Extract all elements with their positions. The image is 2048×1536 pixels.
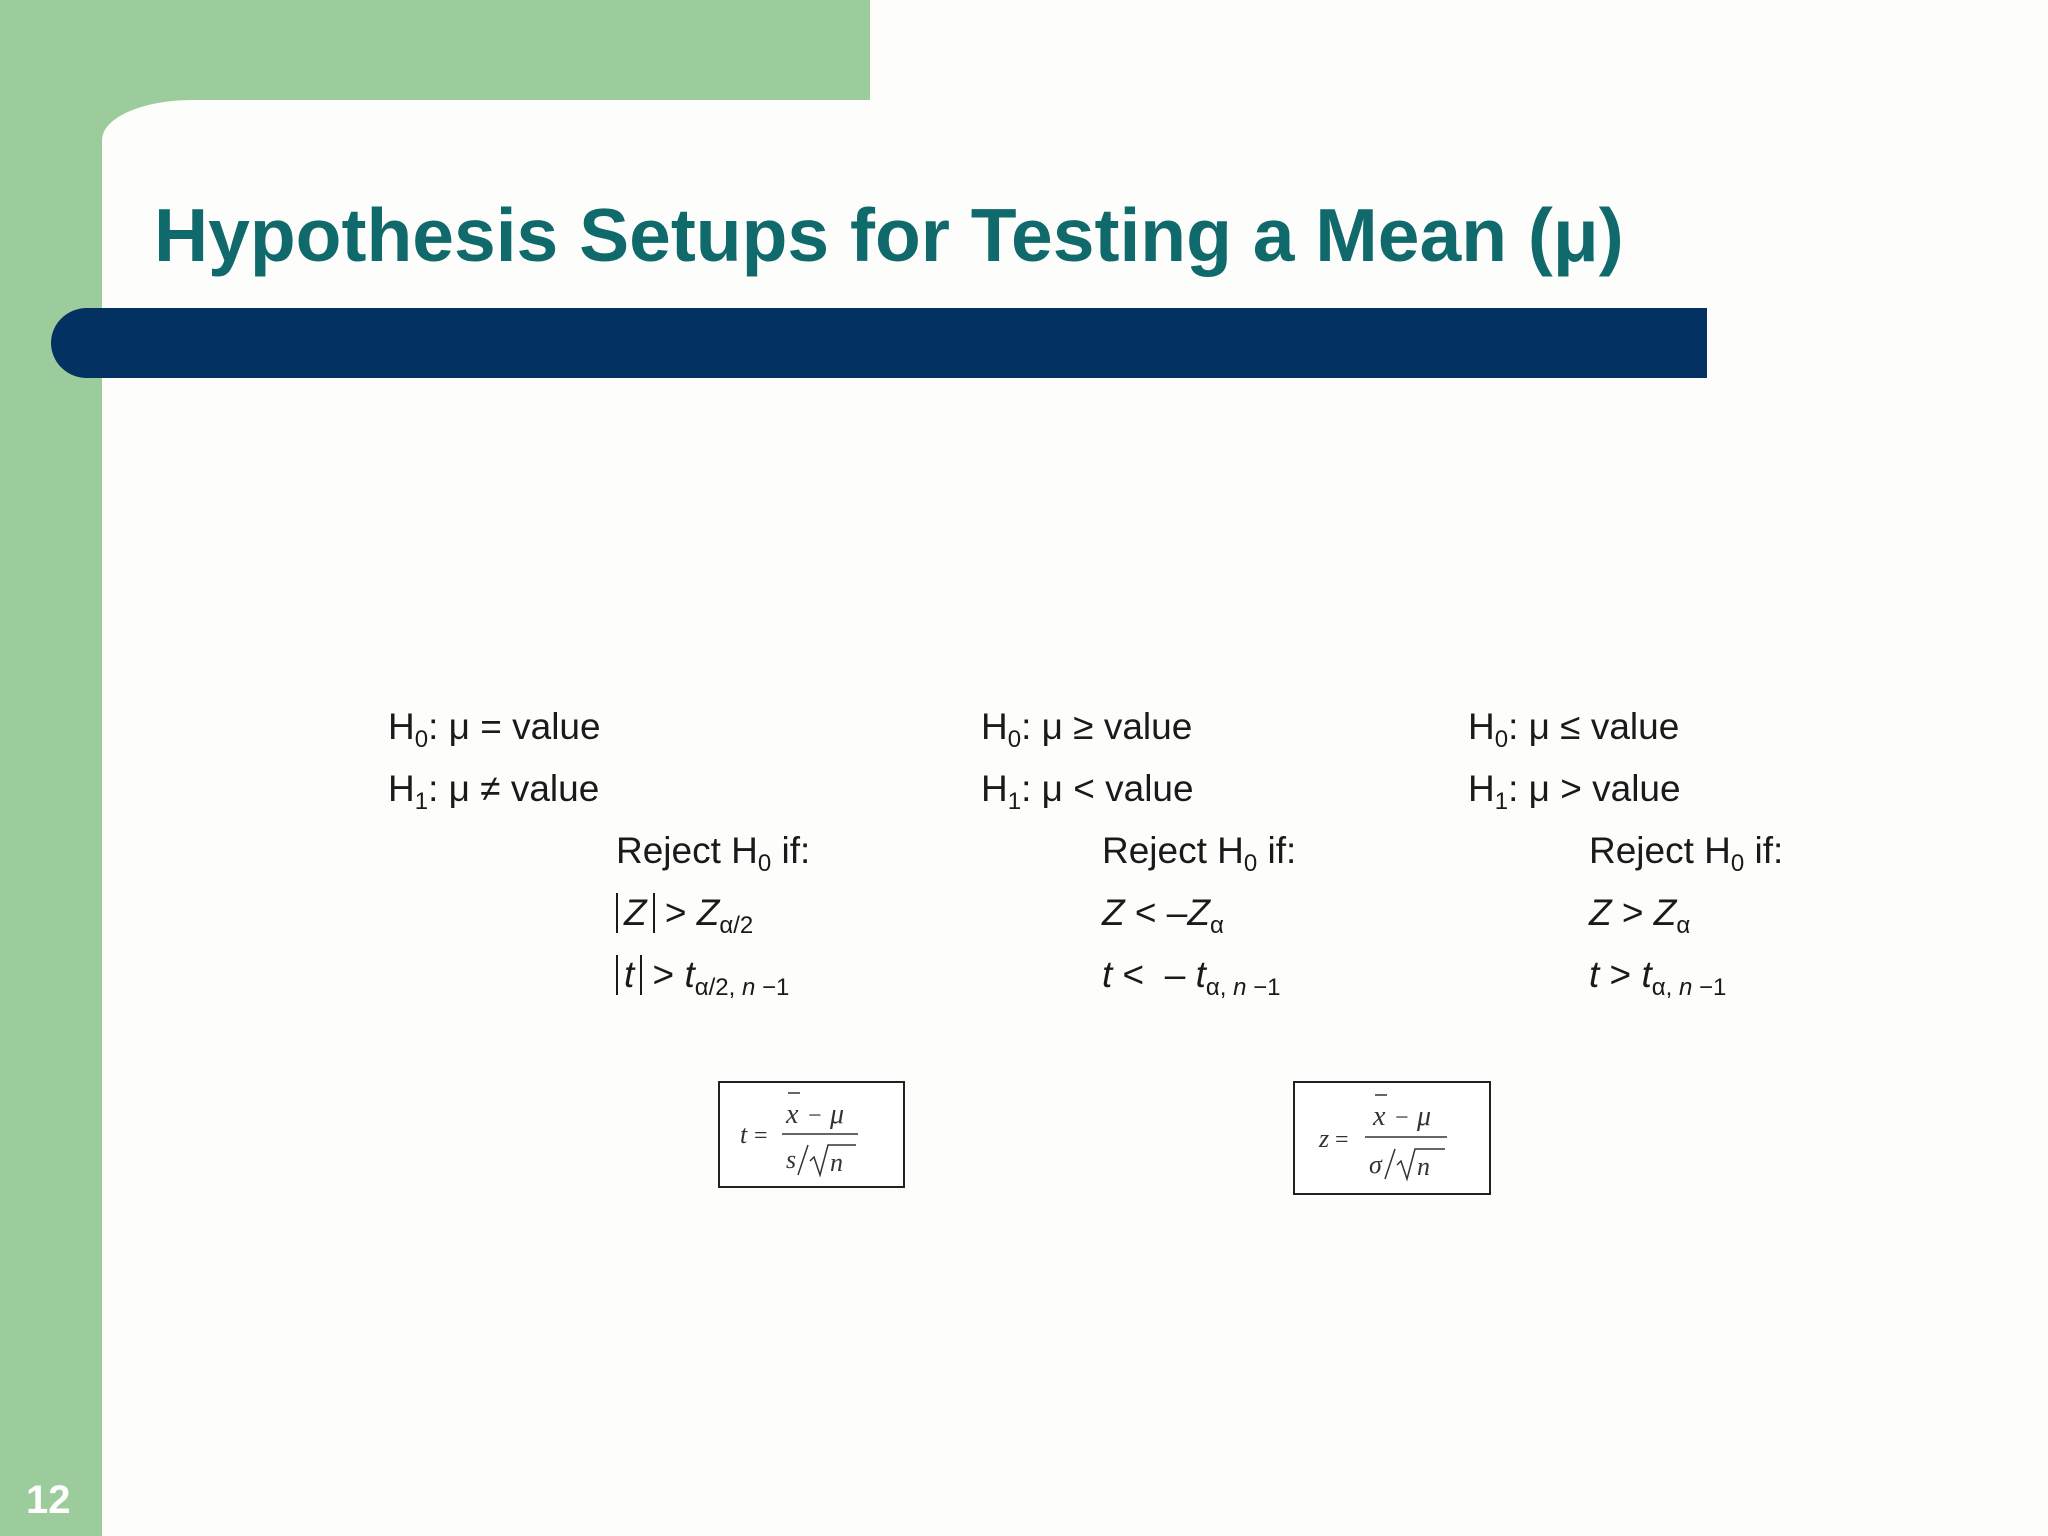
t-reject-rule: t < – $t_{\alpha, n -1}$ (1102, 954, 1281, 1001)
page-number: 12 (26, 1478, 71, 1522)
title-underline-bar (51, 308, 1707, 378)
top-decorative-band (0, 0, 870, 100)
svg-text:=: = (754, 1123, 768, 1149)
lower-tail-setup (981, 702, 1296, 1012)
reject-label: Reject $H_0$ if: (1102, 830, 1297, 877)
z-statistic-formula (1293, 1081, 1491, 1195)
alt-hypothesis: $H_1$: μ > value (1468, 768, 1681, 815)
svg-text:x: x (1373, 1101, 1386, 1132)
left-decorative-band (0, 0, 102, 1536)
svg-text:μ: μ (830, 1099, 845, 1130)
svg-text:=: = (1335, 1127, 1349, 1153)
t-statistic-formula (718, 1081, 905, 1188)
slide-title: Hypothesis Setups for Testing a Mean (μ) (154, 193, 1624, 277)
z-reject-rule: $Z < -Z_\alpha$ (1102, 892, 1224, 939)
svg-text:n: n (830, 1148, 843, 1177)
null-hypothesis: $H_0$: μ = value (388, 706, 601, 753)
svg-text:−: − (808, 1103, 822, 1129)
svg-text:−: − (1395, 1105, 1409, 1131)
reject-label: Reject $H_0$ if: (616, 830, 811, 877)
z-reject-rule: $Z > Z_\alpha$ (1589, 892, 1691, 939)
t-reject-rule: $t > t_{\alpha/2, n -1}$ (388, 950, 810, 1012)
upper-tail-setup (1468, 702, 1783, 1012)
alt-hypothesis: $H_1$: μ < value (981, 768, 1194, 815)
null-hypothesis: $H_0$: μ ≥ value (981, 706, 1193, 753)
svg-text:x: x (786, 1099, 799, 1130)
alt-hypothesis: $H_1$: μ ≠ value (388, 768, 600, 815)
svg-text:z: z (1319, 1124, 1330, 1153)
svg-text:s: s (786, 1145, 797, 1174)
reject-label: Reject $H_0$ if: (1589, 830, 1784, 877)
svg-text:μ: μ (1417, 1101, 1432, 1132)
svg-text:t: t (740, 1120, 748, 1149)
null-hypothesis: $H_0$: μ ≤ value (1468, 706, 1680, 753)
t-reject-rule: $t > t_{\alpha, n -1}$ (1589, 954, 1727, 1001)
svg-text:n: n (1417, 1152, 1430, 1181)
z-reject-rule: $Z > Z_{\alpha/2}$ (388, 888, 810, 950)
svg-text:σ: σ (1369, 1150, 1382, 1179)
two-tailed-setup (388, 702, 810, 1012)
